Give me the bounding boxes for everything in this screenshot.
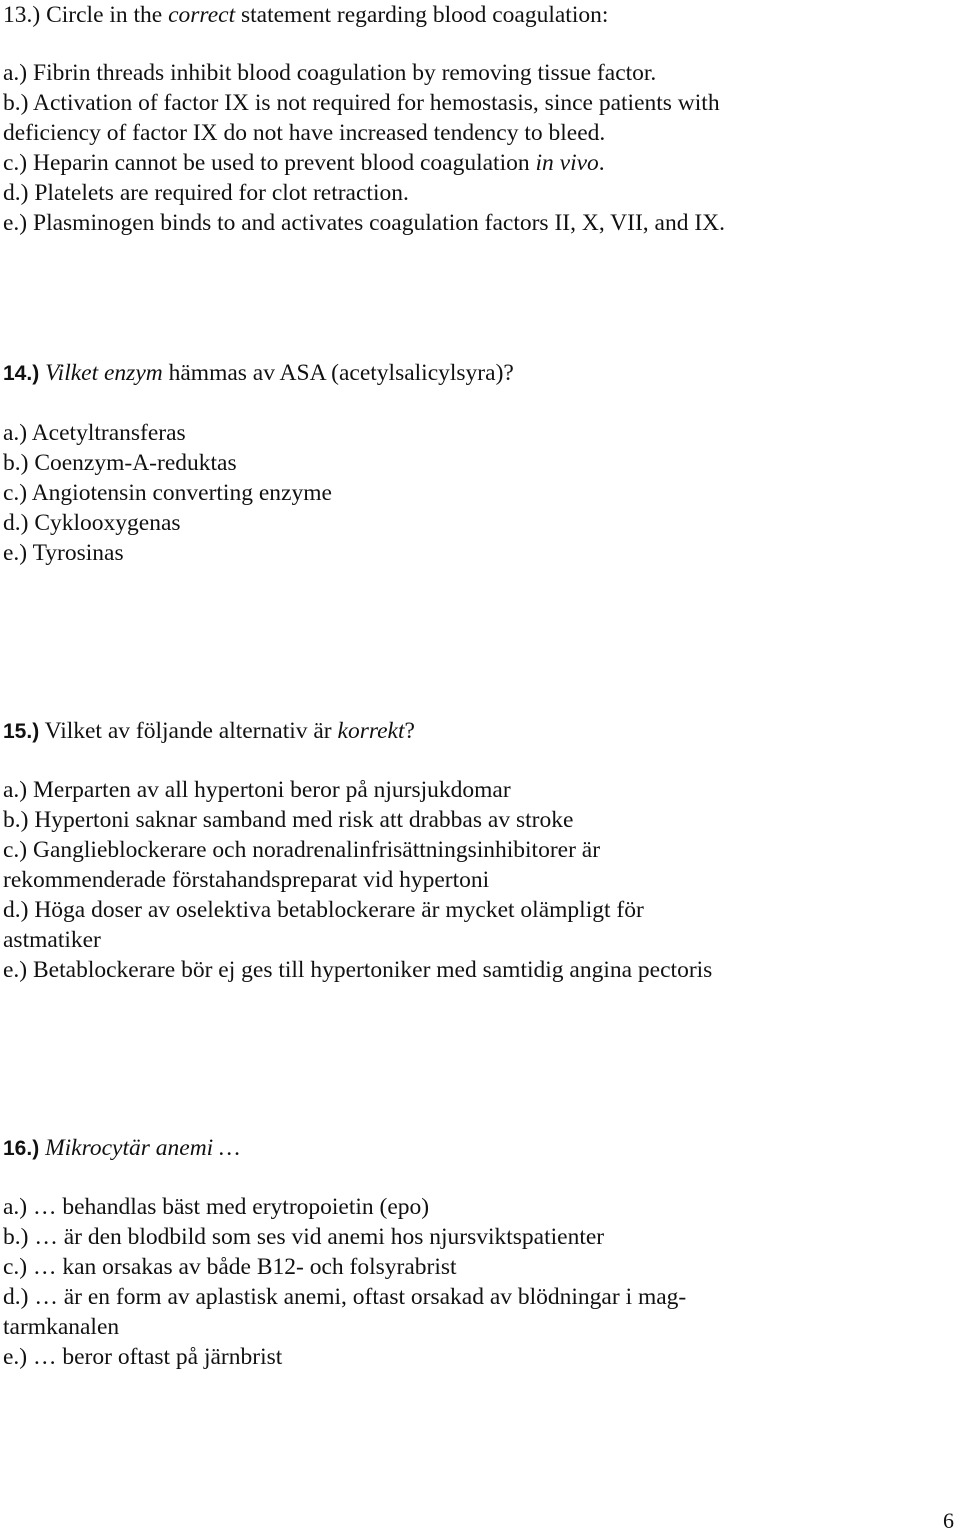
question-13-stem: 13.) Circle in the correct statement regarding blood coagulation: <box>3 2 609 28</box>
question-13-option-c: c.) Heparin cannot be used to prevent blood coagulation in vivo. <box>3 150 605 176</box>
question-16-option-c: c.) … kan orsakas av både B12- och folsyrabrist <box>3 1254 457 1280</box>
question-16-option-d-continued: tarmkanalen <box>3 1314 120 1340</box>
question-14-option-a: a.) Acetyltransferas <box>3 420 186 446</box>
question-14-stem: 14.) Vilket enzym hämmas av ASA (acetylsalicylsyra)? <box>3 360 514 386</box>
question-13-option-b-continued: deficiency of factor IX do not have increased tendency to bleed. <box>3 120 606 146</box>
question-14-option-d: d.) Cyklooxygenas <box>3 510 181 536</box>
question-15-option-e: e.) Betablockerare bör ej ges till hypertoniker med samtidig angina pectoris <box>3 957 713 983</box>
question-15-option-a: a.) Merparten av all hypertoni beror på njursjukdomar <box>3 777 511 803</box>
question-15-option-b: b.) Hypertoni saknar samband med risk att drabbas av stroke <box>3 807 574 833</box>
question-16-option-b: b.) … är den blodbild som ses vid anemi hos njursviktspatienter <box>3 1224 605 1250</box>
question-15-option-c: c.) Ganglieblockerare och noradrenalinfrisättningsinhibitorer är <box>3 837 601 863</box>
question-16-option-e: e.) … beror oftast på järnbrist <box>3 1344 283 1370</box>
question-15-option-c-continued: rekommenderade förstahandspreparat vid hypertoni <box>3 867 490 893</box>
question-14-option-b: b.) Coenzym-A-reduktas <box>3 450 237 476</box>
question-13-option-b: b.) Activation of factor IX is not required for hemostasis, since patients with <box>3 90 720 116</box>
question-14-option-e: e.) Tyrosinas <box>3 540 124 566</box>
question-16-option-d: d.) … är en form av aplastisk anemi, oftast orsakad av blödningar i mag- <box>3 1284 687 1310</box>
question-16-option-a: a.) … behandlas bäst med erytropoietin (epo) <box>3 1194 430 1220</box>
question-13-option-d: d.) Platelets are required for clot retraction. <box>3 180 409 206</box>
page-number: 6 <box>943 1508 954 1533</box>
question-16-stem: 16.) Mikrocytär anemi … <box>3 1135 240 1161</box>
question-15-option-d-continued: astmatiker <box>3 927 101 953</box>
question-13-option-e: e.) Plasminogen binds to and activates coagulation factors II, X, VII, and IX. <box>3 210 725 236</box>
question-15-option-d: d.) Höga doser av oselektiva betablockerare är mycket olämpligt för <box>3 897 644 923</box>
question-15-stem: 15.) Vilket av följande alternativ är korrekt? <box>3 718 415 744</box>
question-13-option-a: a.) Fibrin threads inhibit blood coagulation by removing tissue factor. <box>3 60 657 86</box>
question-14-option-c: c.) Angiotensin converting enzyme <box>3 480 332 506</box>
